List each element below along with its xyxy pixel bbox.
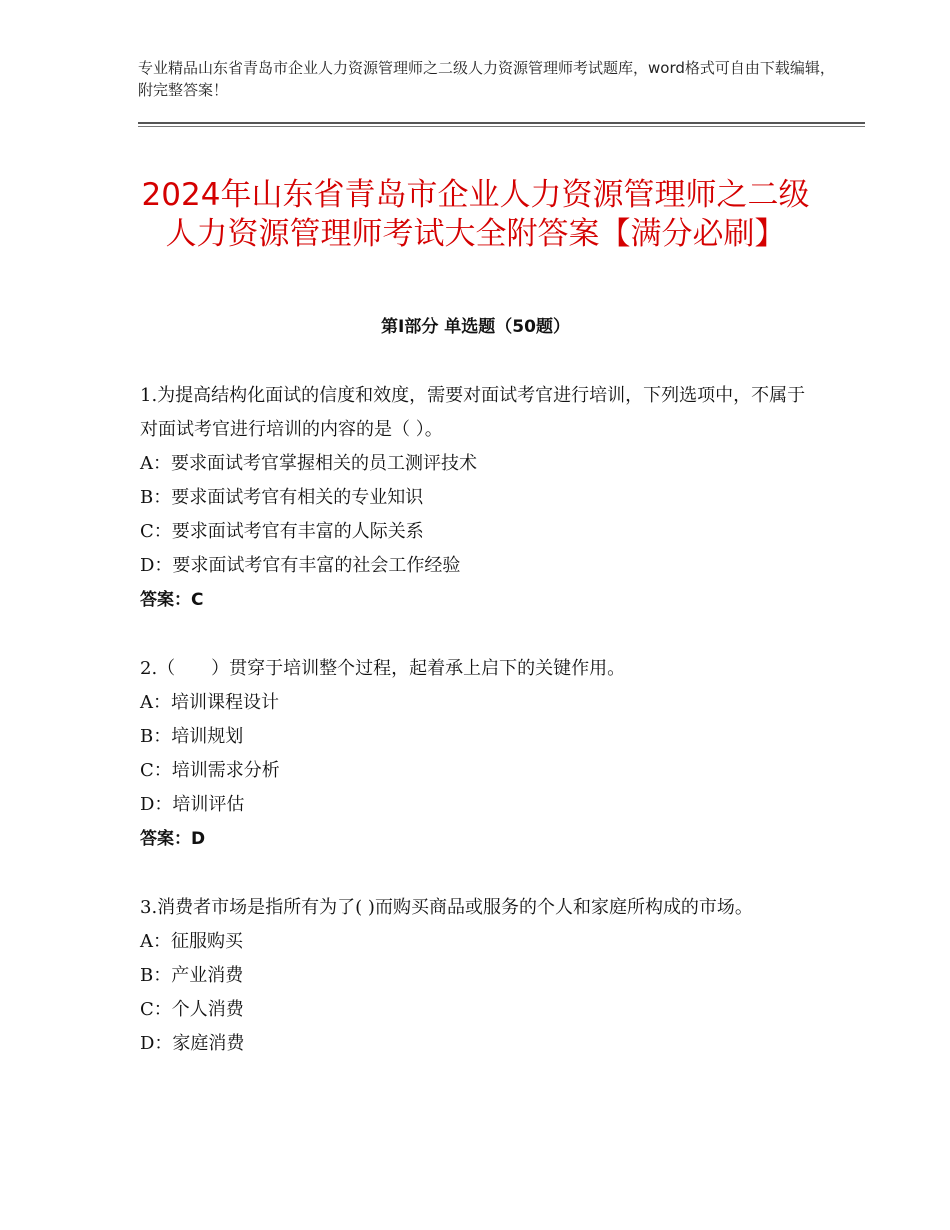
option-c: C：培训需求分析 [140, 760, 280, 781]
question-stem: 3.消费者市场是指所有为了( )而购买商品或服务的个人和家庭所构成的市场。 [140, 897, 753, 918]
option-c: C：个人消费 [140, 999, 244, 1020]
header-note: 专业精品山东省青岛市企业人力资源管理师之二级人力资源管理师考试题库，word格式可自由下载编辑，附完整答案！ [138, 59, 835, 99]
option-d: D：培训评估 [140, 794, 245, 815]
question-stem: 2.（ ）贯穿于培训整个过程，起着承上启下的关键作用。 [140, 658, 626, 679]
document-title: 2024年山东省青岛市企业人力资源管理师之二级人力资源管理师考试大全附答案【满分必刷】 [141, 176, 810, 252]
answer-text: 答案：C [140, 590, 204, 610]
option-d: D：家庭消费 [140, 1033, 245, 1054]
option-a: A：要求面试考官掌握相关的员工测评技术 [140, 453, 477, 474]
question-2 [140, 652, 820, 856]
option-b: B：要求面试考官有相关的专业知识 [140, 487, 424, 508]
header-divider-thin [138, 126, 865, 127]
answer-text: 答案：D [140, 829, 206, 849]
option-d: D：要求面试考官有丰富的社会工作经验 [140, 555, 461, 576]
question-stem: 1.为提高结构化面试的信度和效度，需要对面试考官进行培训，下列选项中，不属于对面试考官进行培训的内容的是（ ）。 [140, 385, 806, 440]
header-divider [138, 122, 865, 124]
section-heading: 第Ⅰ部分 单选题（50题） [381, 317, 570, 337]
question-1 [140, 379, 820, 617]
option-b: B：产业消费 [140, 965, 244, 986]
option-a: A：征服购买 [140, 931, 243, 952]
option-a: A：培训课程设计 [140, 692, 279, 713]
question-3 [140, 891, 820, 1061]
option-c: C：要求面试考官有丰富的人际关系 [140, 521, 424, 542]
option-b: B：培训规划 [140, 726, 244, 747]
